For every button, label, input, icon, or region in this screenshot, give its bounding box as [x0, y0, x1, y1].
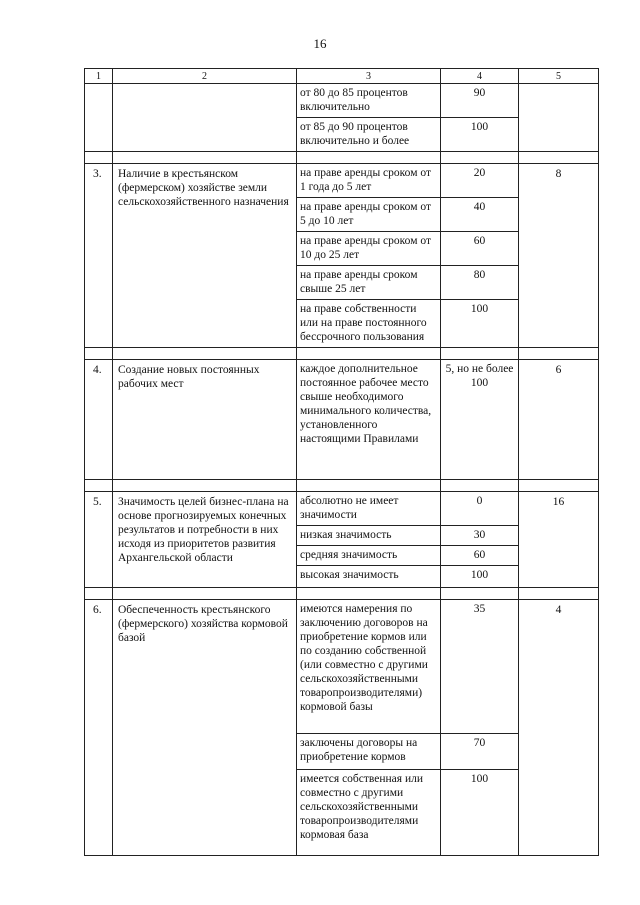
criterion-text: Создание новых постоянных рабочих мест — [113, 360, 297, 480]
table-row — [85, 360, 599, 480]
option-text: абсолютно не имеет значимости — [297, 492, 441, 526]
option-text: каждое дополнительное постоянное рабочее место свыше необходимого минимального количества, установленного настоящими Правилами — [297, 360, 441, 480]
criterion-text: Обеспеченность крестьянского (фермерского) хозяйства кормовой базой — [113, 600, 297, 856]
header-cell: 1 — [85, 69, 113, 84]
option-text: на праве аренды сроком от 10 до 25 лет — [297, 232, 441, 266]
page-number: 16 — [313, 36, 327, 51]
option-score: 30 — [441, 526, 519, 546]
option-score: 40 — [441, 198, 519, 232]
option-score: 90 — [441, 84, 519, 118]
criterion-weight — [519, 84, 599, 152]
criterion-weight: 4 — [519, 600, 599, 856]
criterion-weight: 6 — [519, 360, 599, 480]
criterion-text: Значимость целей бизнес-плана на основе прогнозируемых конечных результатов и потребности в них исходя из приоритетов развития Архангельской области — [113, 492, 297, 588]
option-text: на праве собственности или на праве постоянного бессрочного пользования — [297, 300, 441, 348]
table-row — [85, 600, 599, 734]
option-score: 60 — [441, 546, 519, 566]
option-score: 100 — [441, 566, 519, 588]
criterion-number: 5. — [85, 492, 113, 588]
option-text: имеются намерения по заключению договоров на приобретение кормов или по созданию собственной (или совместно с другими сельскохозяйственными товаропроизводителями) кормовой базы — [297, 600, 441, 734]
option-score: 80 — [441, 266, 519, 300]
table-row — [85, 492, 599, 526]
option-text: заключены договоры на приобретение кормов — [297, 734, 441, 770]
criterion-text — [113, 84, 297, 152]
option-text: высокая значимость — [297, 566, 441, 588]
option-text: на праве аренды сроком от 1 года до 5 лет — [297, 164, 441, 198]
table-row — [85, 84, 599, 118]
criterion-weight: 8 — [519, 164, 599, 348]
option-text: средняя значимость — [297, 546, 441, 566]
header-cell: 5 — [519, 69, 599, 84]
criterion-number — [85, 84, 113, 152]
criterion-number: 4. — [85, 360, 113, 480]
spacer-row — [85, 480, 599, 492]
option-score: 0 — [441, 492, 519, 526]
table-header-row — [85, 69, 599, 84]
criteria-table — [84, 68, 599, 856]
spacer-row — [85, 348, 599, 360]
option-text: низкая значимость — [297, 526, 441, 546]
option-score: 100 — [441, 118, 519, 152]
spacer-row — [85, 588, 599, 600]
criterion-number: 3. — [85, 164, 113, 348]
table-row — [85, 164, 599, 198]
header-cell: 2 — [113, 69, 297, 84]
criterion-weight: 16 — [519, 492, 599, 588]
option-score: 20 — [441, 164, 519, 198]
header-cell: 3 — [297, 69, 441, 84]
option-text: имеется собственная или совместно с другими сельскохозяйственными товаропроизводителями кормовая база — [297, 770, 441, 856]
option-score: 5, но не более 100 — [441, 360, 519, 480]
option-score: 35 — [441, 600, 519, 734]
spacer-row — [85, 152, 599, 164]
option-score: 60 — [441, 232, 519, 266]
option-text: на праве аренды сроком свыше 25 лет — [297, 266, 441, 300]
option-score: 70 — [441, 734, 519, 770]
criterion-text: Наличие в крестьянском (фермерском) хозяйстве земли сельскохозяйственного назначения — [113, 164, 297, 348]
header-cell: 4 — [441, 69, 519, 84]
option-text: от 85 до 90 процентов включительно и более — [297, 118, 441, 152]
option-text: на праве аренды сроком от 5 до 10 лет — [297, 198, 441, 232]
option-text: от 80 до 85 процентов включительно — [297, 84, 441, 118]
option-score: 100 — [441, 300, 519, 348]
criterion-number: 6. — [85, 600, 113, 856]
option-score: 100 — [441, 770, 519, 856]
